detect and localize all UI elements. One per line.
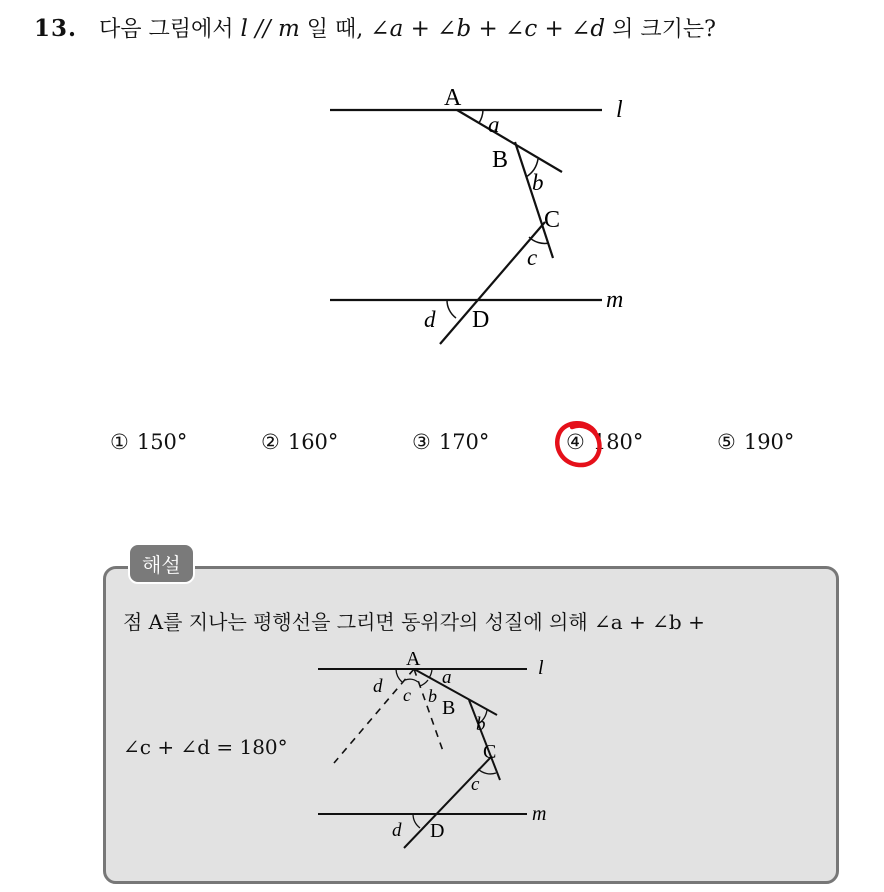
- choice-3[interactable]: [412, 430, 489, 454]
- explain-label-line-l: l: [538, 657, 544, 679]
- choice-1-value: 150°: [136, 430, 188, 454]
- label-line-l: l: [616, 97, 623, 123]
- explain-arc-c-at-a: [405, 679, 418, 682]
- explain-arc-c: [478, 769, 496, 774]
- choice-1-number: ①: [110, 430, 129, 454]
- explain-arc-d: [413, 814, 420, 828]
- explain-label-angle-d: d: [392, 820, 402, 841]
- explain-label-point-a: A: [406, 648, 421, 670]
- question-stem: [34, 12, 716, 43]
- question-number: 13.: [34, 15, 78, 42]
- choice-2-number: ②: [261, 430, 280, 454]
- label-point-b: B: [492, 147, 509, 173]
- label-line-m: m: [606, 287, 624, 313]
- choice-5[interactable]: [717, 430, 794, 454]
- explain-dashed-parallel-2: [414, 669, 444, 754]
- explain-segment-bc: [469, 700, 500, 780]
- question-figure: [0, 60, 884, 420]
- choice-2-value: 160°: [287, 430, 339, 454]
- question-text-mid: 일 때,: [299, 17, 371, 42]
- choice-4-value: 180°: [592, 430, 644, 454]
- label-angle-d: d: [424, 307, 436, 332]
- choice-3-number: ③: [412, 430, 431, 454]
- explain-label-angle-b: b: [476, 714, 486, 735]
- explain-label-point-d: D: [430, 820, 445, 842]
- choice-3-value: 170°: [438, 430, 490, 454]
- explain-arc-d-at-a: [396, 669, 402, 682]
- choice-5-number: ⑤: [717, 430, 736, 454]
- angle-expression: ∠a + ∠b + ∠c + ∠d: [370, 16, 606, 42]
- label-angle-b: b: [532, 170, 544, 195]
- explain-label-line-m: m: [532, 803, 547, 825]
- segment-cd: [440, 222, 545, 344]
- explain-label-point-c: C: [483, 741, 497, 763]
- segment-ab: [457, 110, 562, 172]
- explain-label-point-b: B: [442, 697, 456, 719]
- choice-1[interactable]: [110, 430, 187, 454]
- choice-4-number: ④: [566, 430, 585, 454]
- parallel-expression: l // m: [240, 16, 300, 42]
- explain-label-angle-d-at-a: d: [373, 676, 383, 697]
- explanation-line-2: ∠c + ∠d = 180°: [123, 735, 288, 759]
- explain-label-angle-a: a: [442, 667, 452, 688]
- label-point-c: C: [544, 207, 561, 233]
- choice-5-value: 190°: [743, 430, 795, 454]
- explanation-line-1: 점 A를 지나는 평행선을 그리면 동위각의 성질에 의해 ∠a + ∠b +: [123, 610, 705, 634]
- label-angle-c: c: [527, 245, 538, 270]
- question-text-post: 의 크기는?: [605, 17, 716, 42]
- explanation-figure: [0, 640, 884, 880]
- explain-arc-b-at-a: [420, 680, 428, 686]
- explain-segment-ab: [414, 669, 497, 715]
- label-point-d: D: [472, 307, 490, 333]
- angle-arc-a: [479, 110, 483, 123]
- angle-arc-d: [447, 300, 456, 318]
- label-angle-a: a: [488, 112, 500, 137]
- explain-label-angle-b-at-a: b: [428, 686, 437, 706]
- label-point-a: A: [444, 85, 462, 111]
- explain-label-angle-c-at-a: c: [403, 685, 411, 705]
- explanation-tag: 해설: [128, 543, 195, 584]
- explain-arc-a: [429, 669, 432, 678]
- choice-2[interactable]: [261, 430, 338, 454]
- explain-label-angle-c: c: [471, 774, 480, 795]
- answer-mark-icon: [549, 414, 609, 474]
- question-text-pre: 다음 그림에서: [99, 17, 241, 42]
